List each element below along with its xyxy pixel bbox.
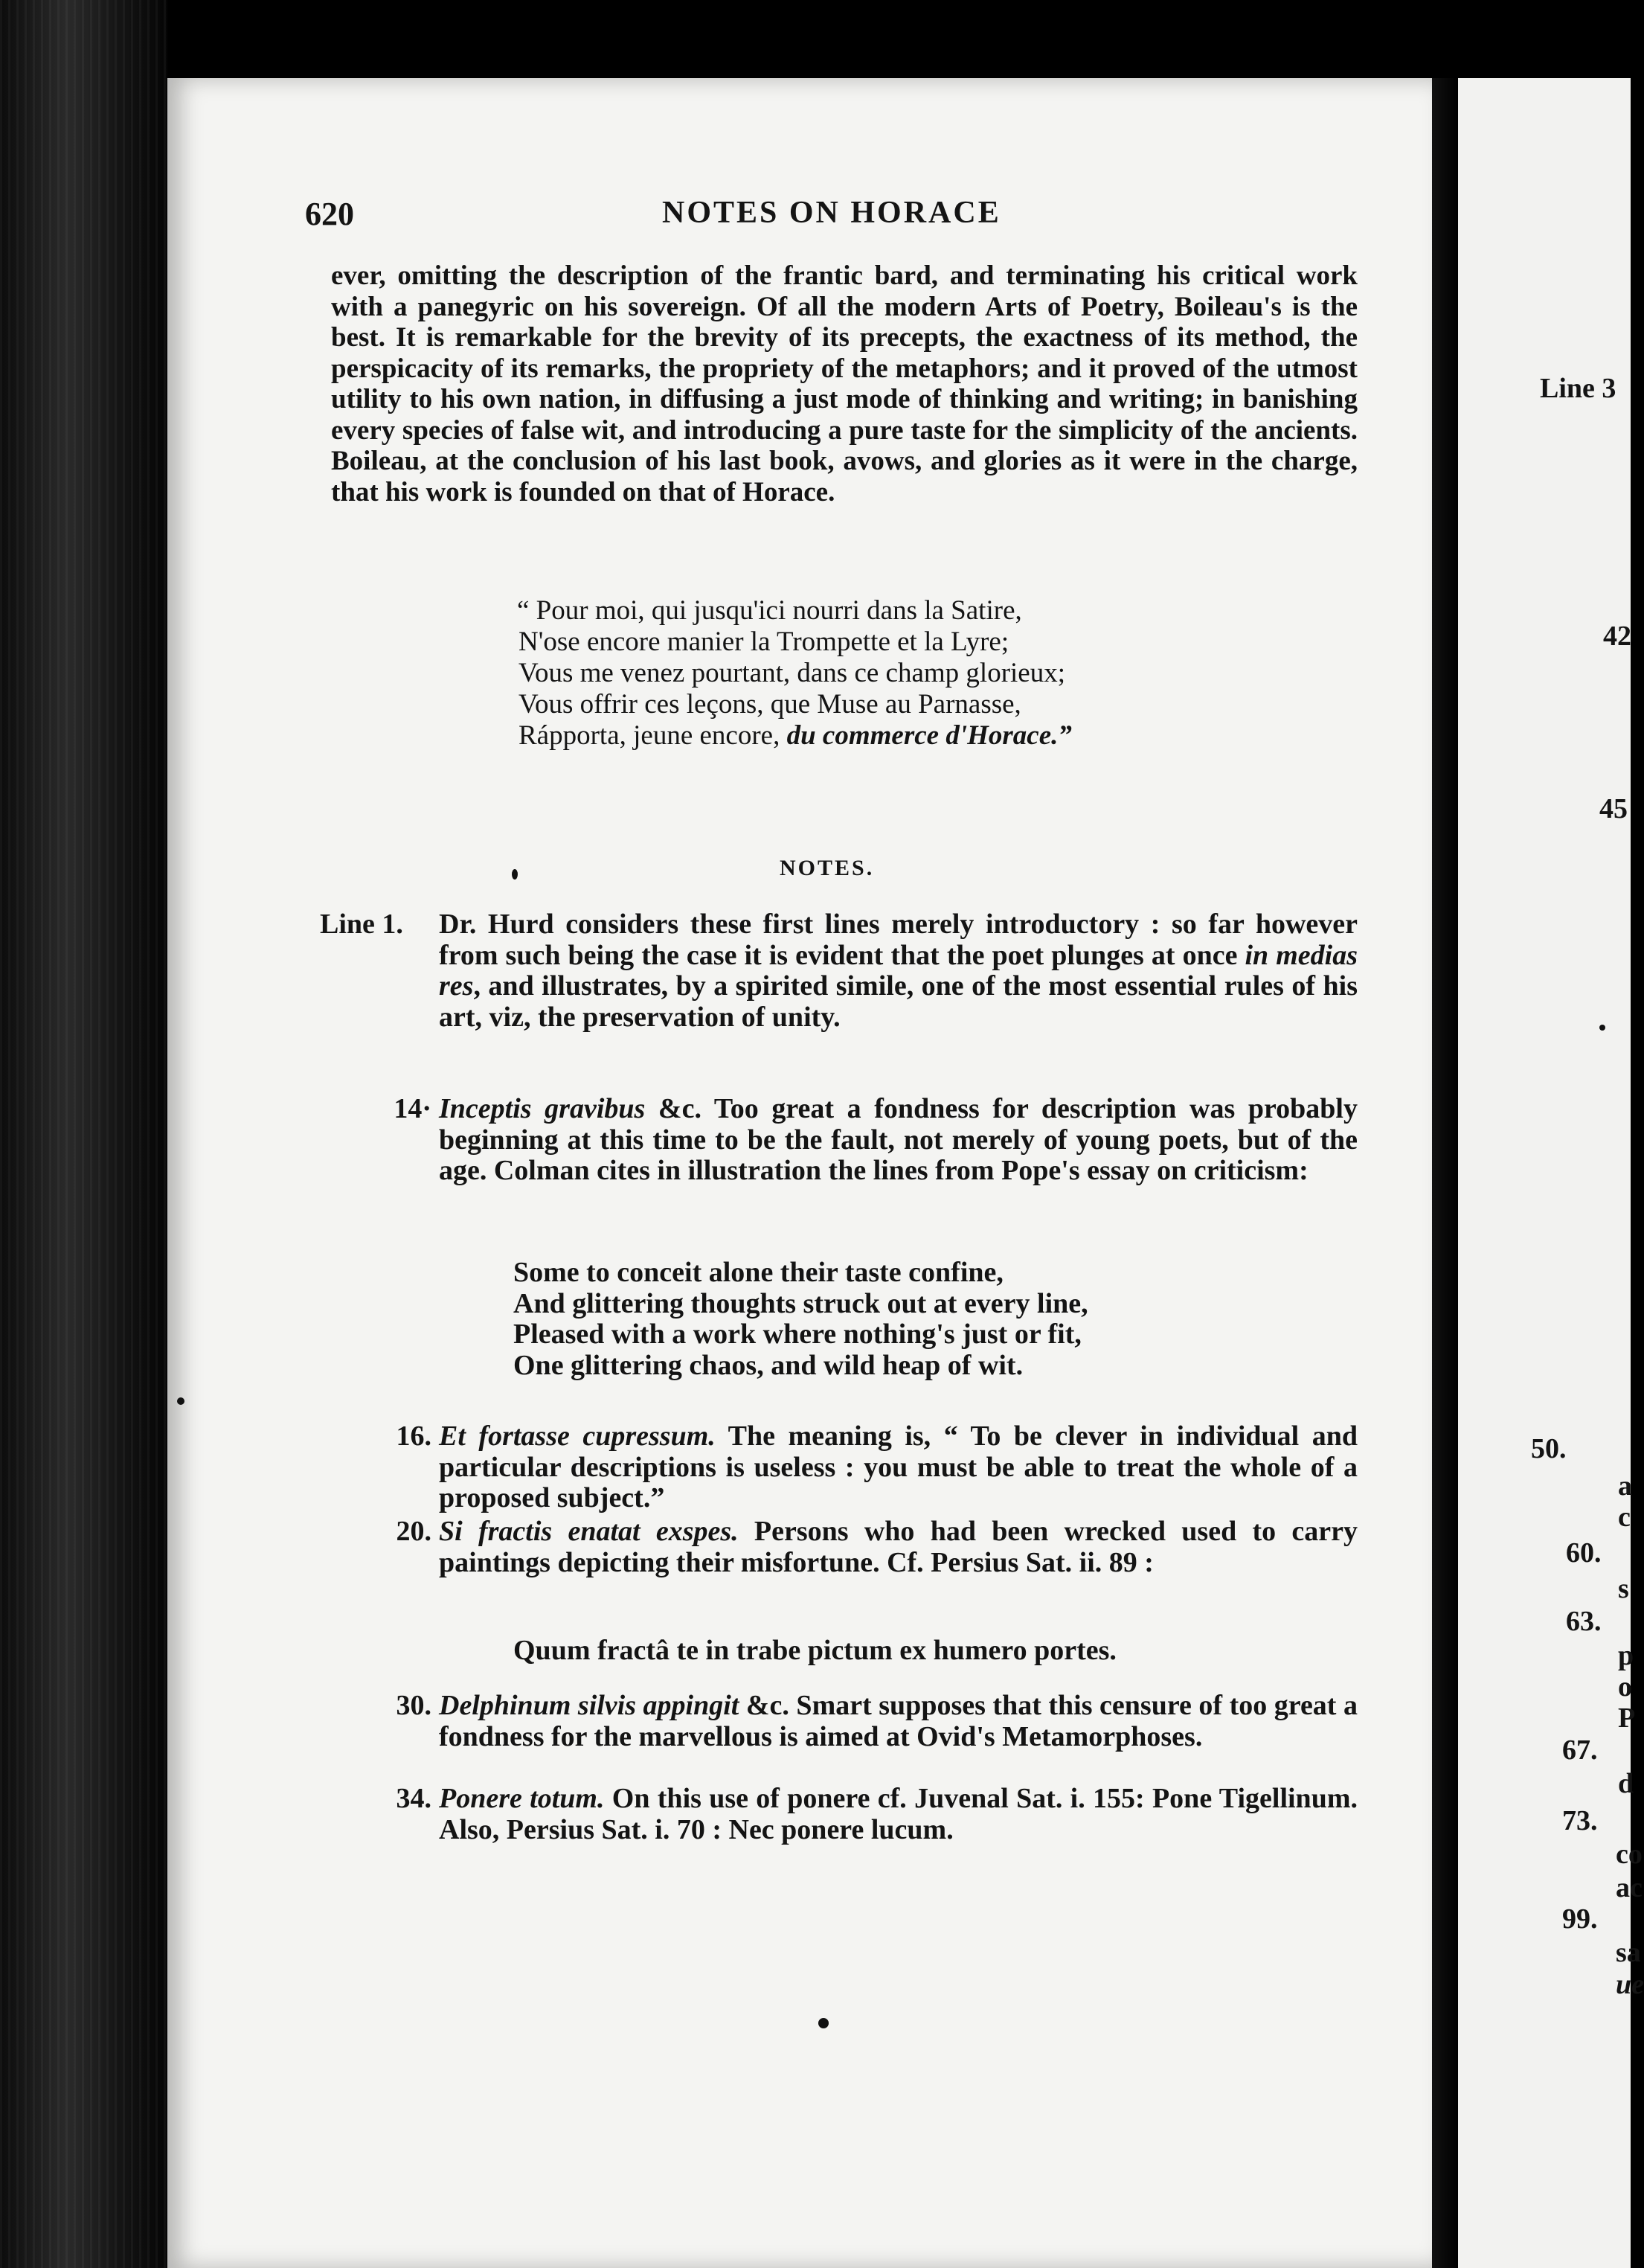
note-text: , and illustrates, by a spirited simile, one of the most essential rules of his art, viz, the preservation of unity.	[439, 970, 1358, 1033]
note-italic-phrase: Delphinum silvis appingit	[439, 1690, 739, 1721]
intro-paragraph: ever, omitting the description of the frantic bard, and terminating his critical work with a panegyric on his sovereign. Of all the modern Arts of Poetry, Boileau's is the best. It is remarkable for the brevity of its precepts, the exactness of its method, the perspicacity of its remarks, the propriety of the metaphors; and it proved of the utmost utility to his own nation, in diffusing a just mode of thinking and writing; in banishing every species of false wit, and introducing a pure taste for the simplicity of the ancients. Boileau, at the conclusion of his last book, avows, and glories as it were in the charge, that his work is founded on that of Horace.	[331, 260, 1358, 507]
note-number: 14·	[394, 1093, 431, 1124]
right-fragment: 42	[1603, 621, 1631, 652]
note-text: Dr. Hurd considers these first lines merely introductory : so far however from such being the case it is evident that the poet plunges at once	[439, 909, 1358, 971]
right-fragment: o	[1618, 1671, 1632, 1702]
note-italic-phrase: Et fortasse cupressum.	[439, 1420, 716, 1452]
note-text: On this use of ponere cf. Juvenal Sat. i. 155: Pone Tigellinum. Also, Persius Sat. i. 70 : Nec ponere lucum.	[439, 1783, 1358, 1845]
right-fragment: p	[1618, 1640, 1634, 1671]
right-fragment: d	[1618, 1768, 1634, 1799]
note-body	[439, 1784, 1358, 1845]
right-fragment: ue	[1616, 1969, 1644, 2000]
right-fragment: 73.	[1562, 1805, 1598, 1836]
right-fragment: 99.	[1562, 1903, 1598, 1935]
ink-speck	[1599, 1025, 1605, 1031]
quote-line: Vous me venez pourtant, dans ce champ glorieux;	[518, 658, 1065, 688]
quote-line: “ Pour moi, qui jusqu'ici nourri dans la Satire,	[517, 595, 1022, 626]
verse-line: One glittering chaos, and wild heap of wit.	[513, 1349, 1024, 1381]
verse-line: Some to conceit alone their taste confine,	[513, 1257, 1004, 1288]
note-number: 16.	[396, 1420, 431, 1452]
right-fragment: s	[1618, 1573, 1629, 1604]
quote-line	[517, 720, 1372, 752]
right-fragment: sa	[1616, 1937, 1641, 1968]
ink-speck	[512, 869, 518, 880]
note-body	[439, 1094, 1358, 1187]
note-italic-phrase: Si fractis enatat exspes.	[439, 1516, 739, 1547]
running-head: NOTES ON HORACE	[662, 196, 1001, 230]
right-fragment: co	[1616, 1839, 1643, 1870]
ink-speck	[177, 1397, 184, 1405]
right-fragment: Line 3	[1540, 373, 1616, 404]
right-fragment: 50.	[1531, 1433, 1567, 1464]
quote-line: N'ose encore manier la Trompette et la Lyre;	[518, 627, 1009, 657]
right-fragment: 60.	[1566, 1537, 1602, 1569]
page-header	[305, 195, 1384, 240]
spine-texture	[0, 0, 167, 2268]
note-italic-phrase: Inceptis gravibus	[439, 1093, 646, 1124]
french-quote	[517, 595, 1372, 752]
right-fragment: 67.	[1562, 1734, 1598, 1766]
note-number: 30.	[396, 1690, 431, 1721]
quote-last-italic: du commerce d'Horace.”	[786, 720, 1072, 751]
note-body	[439, 1691, 1358, 1752]
verse-line: And glittering thoughts struck out at every line,	[513, 1287, 1088, 1319]
quote-last-plain: Rápporta, jeune encore,	[518, 720, 780, 751]
right-fragment: 45	[1599, 793, 1628, 824]
quote-line: Vous offrir ces leçons, que Muse au Parnasse,	[518, 689, 1021, 720]
note-number: 34.	[396, 1783, 431, 1814]
right-page	[1458, 78, 1644, 2268]
right-fragment: c	[1618, 1502, 1631, 1533]
note-number: 20.	[396, 1516, 431, 1547]
right-fragment: a	[1618, 1470, 1632, 1502]
note-number: Line 1.	[320, 909, 403, 940]
persius-quote: Quum fractâ te in trabe pictum ex humero portes.	[513, 1635, 1117, 1666]
note-text: Persons who had been wrecked used to carry paintings depicting their misfortune. Cf. Persius Sat. ii. 89 :	[439, 1516, 1358, 1578]
note-italic-phrase: Ponere totum.	[439, 1783, 605, 1814]
note-text: &c. Too great a fondness for description was probably beginning at this time to be the fault, not merely of young poets, but of the age. Colman cites in illustration the lines from Pope's essay on criticism:	[439, 1093, 1358, 1186]
right-fragment: 63.	[1566, 1606, 1602, 1637]
note-text: &c. Smart supposes that this censure of too great a fondness for the marvellous is aimed at Ovid's Metamorphoses.	[439, 1690, 1358, 1752]
ink-speck	[818, 2018, 829, 2028]
note-italic-phrase: in medias res	[439, 939, 1358, 1002]
page-gutter	[1432, 78, 1458, 2268]
verse-line: Pleased with a work where nothing's just or fit,	[513, 1319, 1082, 1350]
pope-verse	[513, 1258, 1332, 1381]
right-fragment: ac	[1616, 1872, 1643, 1903]
note-body	[439, 1421, 1358, 1514]
note-body	[439, 1516, 1358, 1578]
page-number: 620	[305, 196, 354, 232]
note-body	[439, 909, 1358, 1033]
note-text: The meaning is, “ To be clever in individual and particular descriptions is useless : you must be able to treat the whole of a proposed subject.”	[439, 1420, 1358, 1513]
right-fragment: P	[1618, 1702, 1636, 1734]
notes-heading: NOTES.	[780, 856, 875, 880]
